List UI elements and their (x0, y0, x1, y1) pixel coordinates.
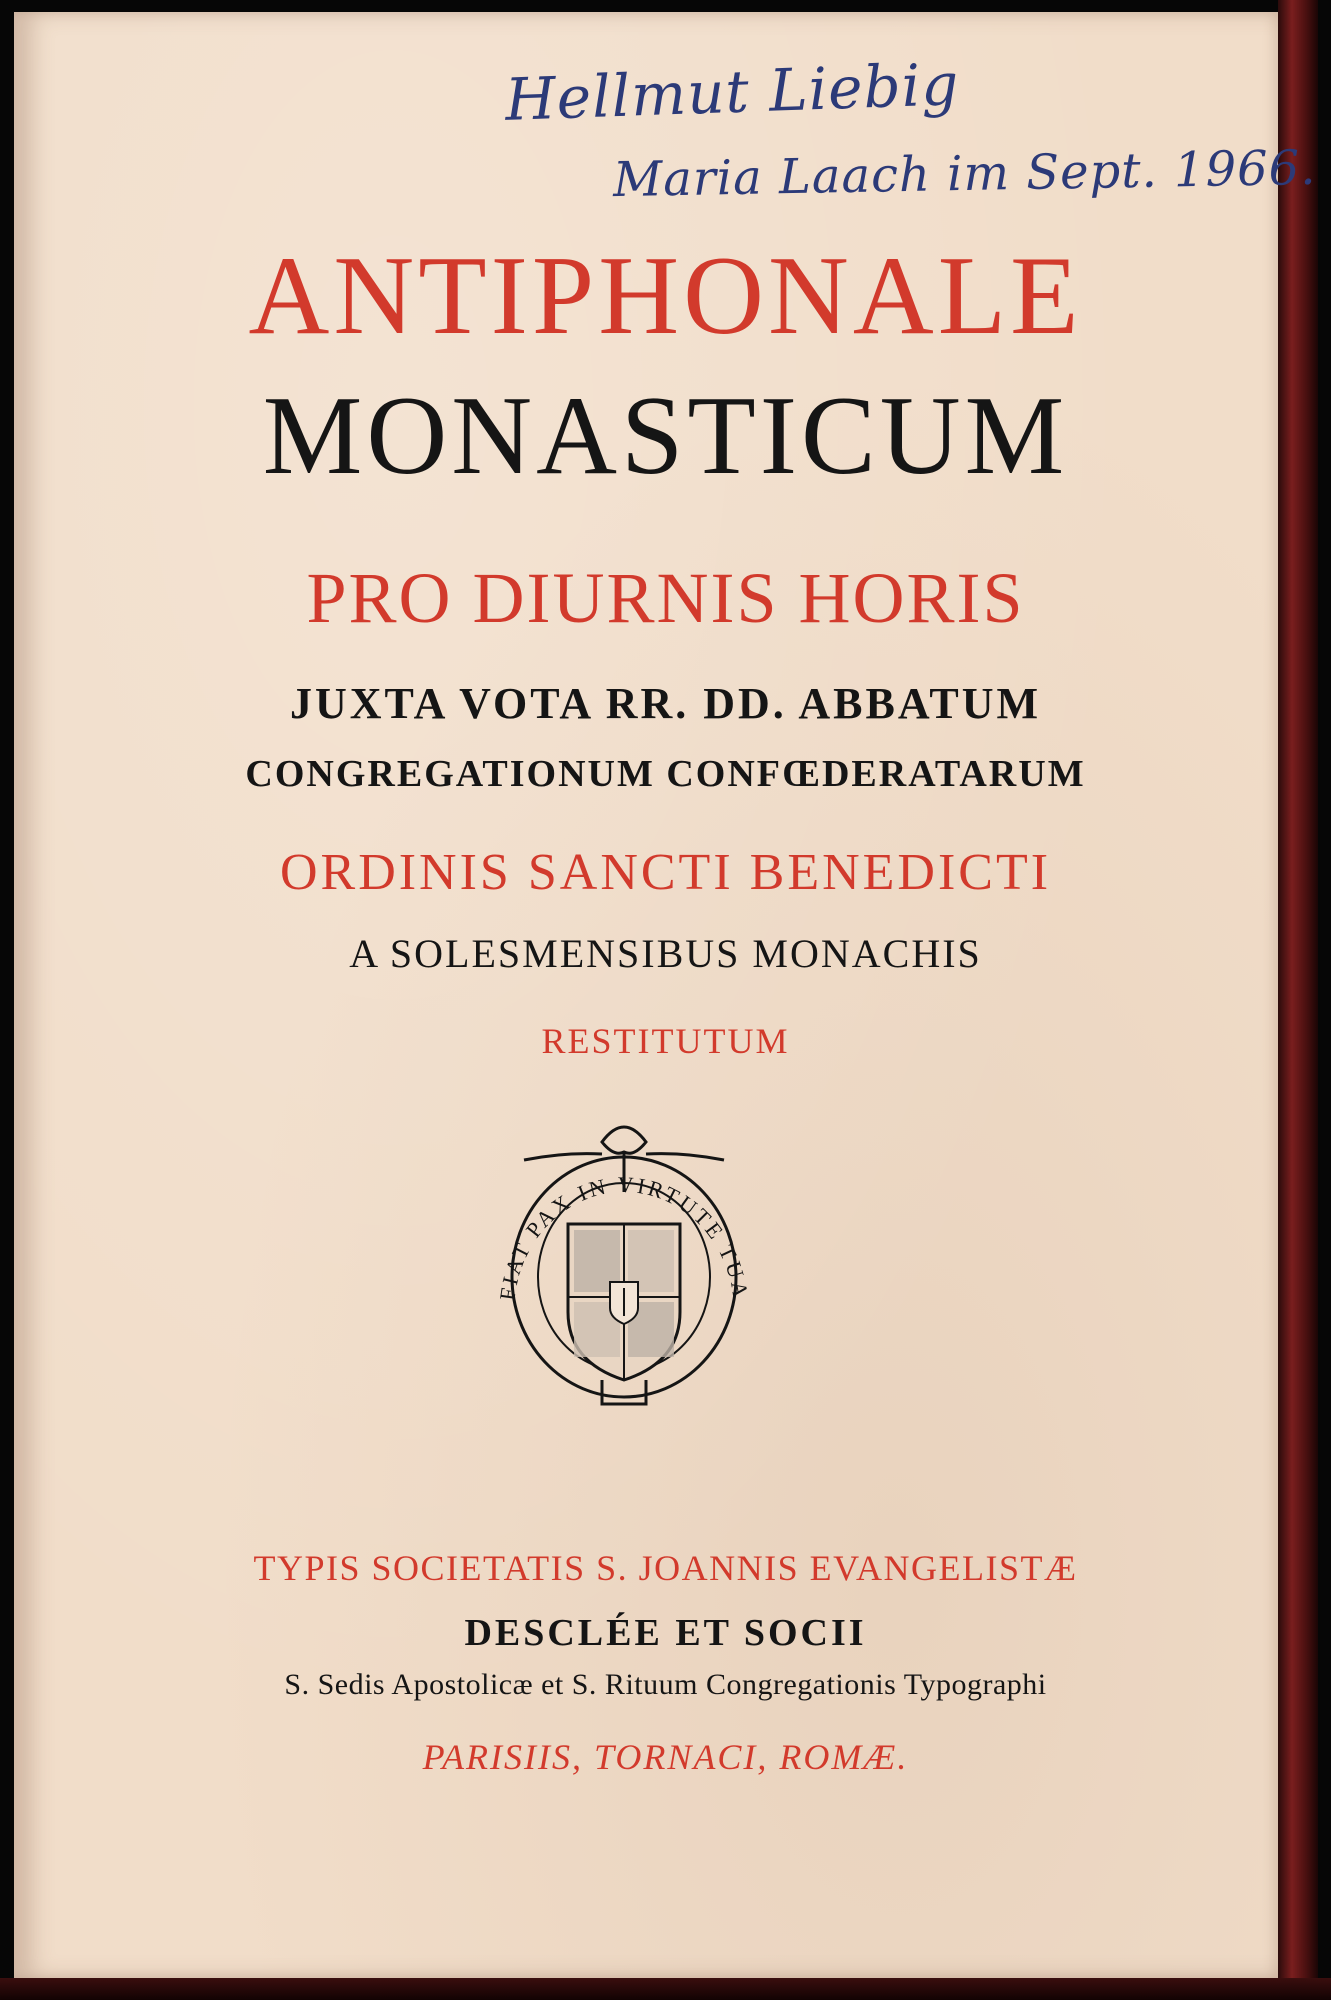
handwritten-signature-place-date: Maria Laach im Sept. 1966. (612, 139, 1317, 209)
emblem-motto: FIAT PAX IN VIRTUTE TUA (494, 1171, 754, 1302)
imprint-line-4: PARISIIS, TORNACI, ROMÆ. (422, 1737, 909, 1777)
imprint-line-2: DESCLÉE ET SOCII (464, 1612, 867, 1654)
coat-of-arms-emblem (484, 1112, 764, 1412)
title-line-1: ANTIPHONALE (248, 234, 1083, 358)
title-line-2: MONASTICUM (262, 374, 1069, 498)
subtitle-line-2: JUXTA VOTA RR. DD. ABBATUM (289, 679, 1042, 728)
subtitle-line-3: CONGREGATIONUM CONFŒDERATARUM (245, 753, 1086, 795)
imprint-line-1: TYPIS SOCIETATIS S. JOANNIS EVANGELISTÆ (253, 1548, 1078, 1588)
book-bottom-edge (0, 1978, 1331, 2000)
subtitle-line-5: A SOLESMENSIBUS MONACHIS (349, 931, 982, 976)
subtitle-line-4: ORDINIS SANCTI BENEDICTI (279, 844, 1052, 901)
imprint-line-3: S. Sedis Apostolicæ et S. Rituum Congregationis Typographi (284, 1668, 1047, 1701)
subtitle-line-6: RESTITUTUM (541, 1021, 790, 1061)
subtitle-line-1: PRO DIURNIS HORIS (306, 558, 1025, 638)
handwritten-signature-name: Hellmut Liebig (503, 50, 961, 134)
